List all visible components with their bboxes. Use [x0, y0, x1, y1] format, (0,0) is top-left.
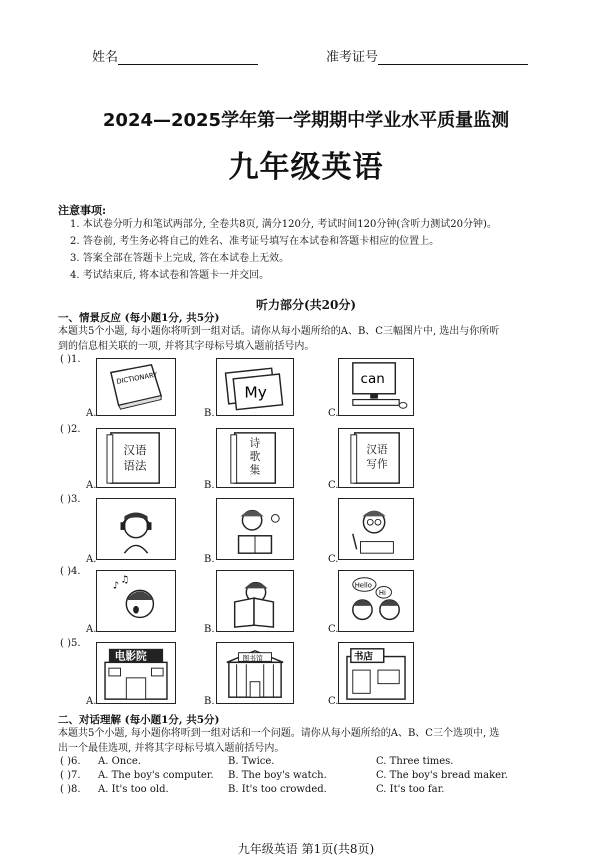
- writing-text: 汉语写作: [366, 443, 388, 471]
- option-letter: B.: [204, 696, 215, 707]
- library-text: 图书馆: [242, 654, 263, 663]
- question-number[interactable]: ( )4.: [60, 566, 81, 577]
- book-icon: [97, 429, 175, 487]
- question-number[interactable]: ( )7.: [60, 770, 81, 781]
- notice-item: 2. 答卷前, 考生务必将自己的姓名、准考证号填写在本试卷和答题卡相应的位置上。: [70, 236, 440, 247]
- option-b: B. The boy's watch.: [228, 770, 327, 781]
- option-letter: A.: [86, 408, 97, 419]
- name-blank[interactable]: [118, 50, 258, 65]
- library-image: [216, 642, 294, 704]
- can-text: can: [360, 371, 385, 388]
- building-icon: [217, 643, 293, 703]
- option-letter: B.: [204, 480, 215, 491]
- cinema-text: 电影院: [114, 649, 147, 663]
- svg-text:♪: ♪: [112, 580, 119, 592]
- notice-list: [70, 216, 497, 284]
- my-text: My: [244, 383, 267, 402]
- exam-number-label: 准考证号: [326, 46, 528, 65]
- part1-desc-line: 到的信息相关联的一项, 并将其字母标号填入题前括号内。: [58, 341, 315, 352]
- poetry-text: 诗歌集: [249, 436, 261, 477]
- two-people-greeting-image: [338, 570, 414, 632]
- monitor-icon: [339, 359, 413, 415]
- headphones-icon: [97, 499, 175, 559]
- question-number[interactable]: ( )1.: [60, 354, 81, 365]
- girl-headphones-image: [96, 498, 176, 560]
- option-letter: C.: [328, 480, 339, 491]
- book-icon: [339, 429, 413, 487]
- subject-title: 九年级英语: [228, 150, 384, 185]
- option-letter: B.: [204, 624, 215, 635]
- dictionary-image: [96, 358, 176, 416]
- building-icon: [339, 643, 413, 703]
- bookstore-image: [338, 642, 414, 704]
- part2-desc-line: 出一个最佳选项, 并将其字母标号填入题前括号内。: [58, 743, 285, 754]
- exam-number-blank[interactable]: [378, 50, 528, 65]
- book-icon: [217, 429, 293, 487]
- book-icon: [97, 359, 175, 415]
- option-letter: A.: [86, 624, 97, 635]
- option-letter: A.: [86, 480, 97, 491]
- option-c: C. The boy's bread maker.: [376, 770, 508, 781]
- notice-item: 1. 本试卷分听力和笔试两部分, 全卷共8页, 满分120分, 考试时间120分钟(含听力测试20分钟)。: [70, 219, 497, 230]
- exam-title: 2024—2025学年第一学期期中学业水平质量监测: [102, 110, 510, 131]
- writing-book-image: [338, 428, 414, 488]
- part1-heading: 一、情景反应 (每小题1分, 共5分): [58, 312, 220, 324]
- girl-reading-image: [216, 498, 294, 560]
- option-letter: A.: [86, 696, 97, 707]
- option-a: A. The boy's computer.: [98, 770, 214, 781]
- cinema-image: [96, 642, 176, 704]
- hi-text: Hi: [378, 589, 386, 598]
- hello-text: Hello: [354, 581, 372, 590]
- dictionary-text: DICTIONARY: [115, 370, 158, 386]
- part1-description: [58, 324, 578, 354]
- boy-reading-aloud-image: [216, 570, 294, 632]
- bookstore-text: 书店: [353, 651, 374, 663]
- page-footer: 九年级英语 第1页(共8页): [237, 842, 375, 856]
- name-label: 姓名: [92, 46, 258, 65]
- grammar-text: 汉语语法: [123, 443, 147, 473]
- listening-section-title: 听力部分(共20分): [255, 298, 357, 312]
- book-icon: [217, 571, 293, 631]
- option-letter: C.: [328, 554, 339, 565]
- part1-desc-line: 本题共5个小题, 每小题你将听到一组对话。请你从每小题所给的A、B、C三幅图片中, 选出与你所听: [58, 326, 500, 337]
- question-number[interactable]: ( )8.: [60, 784, 81, 795]
- part2-heading: 二、对话理解 (每小题1分, 共5分): [58, 714, 220, 726]
- greeting-icon: [339, 571, 413, 631]
- question-number[interactable]: ( )6.: [60, 756, 81, 767]
- part2-description: [58, 726, 578, 756]
- part2-desc-line: 本题共5个小题, 每小题你将听到一组对话和一个问题。请你从每小题所给的A、B、C三个选项中, 选: [58, 728, 500, 739]
- word-card-icon: [217, 359, 293, 415]
- option-a: A. Once.: [98, 756, 141, 767]
- option-letter: C.: [328, 408, 339, 419]
- notice-item: 4. 考试结束后, 将本试卷和答题卡一并交回。: [70, 270, 270, 281]
- my-word-card-image: [216, 358, 294, 416]
- option-letter: B.: [204, 554, 215, 565]
- option-c: C. It's too far.: [376, 784, 445, 795]
- question-number[interactable]: ( )2.: [60, 424, 81, 435]
- grammar-book-image: [96, 428, 176, 488]
- option-letter: C.: [328, 696, 339, 707]
- writing-icon: [339, 499, 413, 559]
- singing-icon: [97, 571, 175, 631]
- question-number[interactable]: ( )5.: [60, 638, 81, 649]
- option-c: C. Three times.: [376, 756, 454, 767]
- notice-heading: 注意事项:: [58, 204, 107, 217]
- notice-item: 3. 答案全部在答题卡上完成, 答在本试卷上无效。: [70, 253, 290, 264]
- option-a: A. It's too old.: [98, 784, 169, 795]
- poetry-book-image: [216, 428, 294, 488]
- option-letter: B.: [204, 408, 215, 419]
- svg-text:♫: ♫: [120, 574, 130, 586]
- option-letter: A.: [86, 554, 97, 565]
- option-b: B. It's too crowded.: [228, 784, 327, 795]
- boy-singing-image: [96, 570, 176, 632]
- reading-icon: [217, 499, 293, 559]
- question-number[interactable]: ( )3.: [60, 494, 81, 505]
- computer-image: [338, 358, 414, 416]
- girl-writing-image: [338, 498, 414, 560]
- option-b: B. Twice.: [228, 756, 275, 767]
- option-letter: C.: [328, 624, 339, 635]
- building-icon: [97, 643, 175, 703]
